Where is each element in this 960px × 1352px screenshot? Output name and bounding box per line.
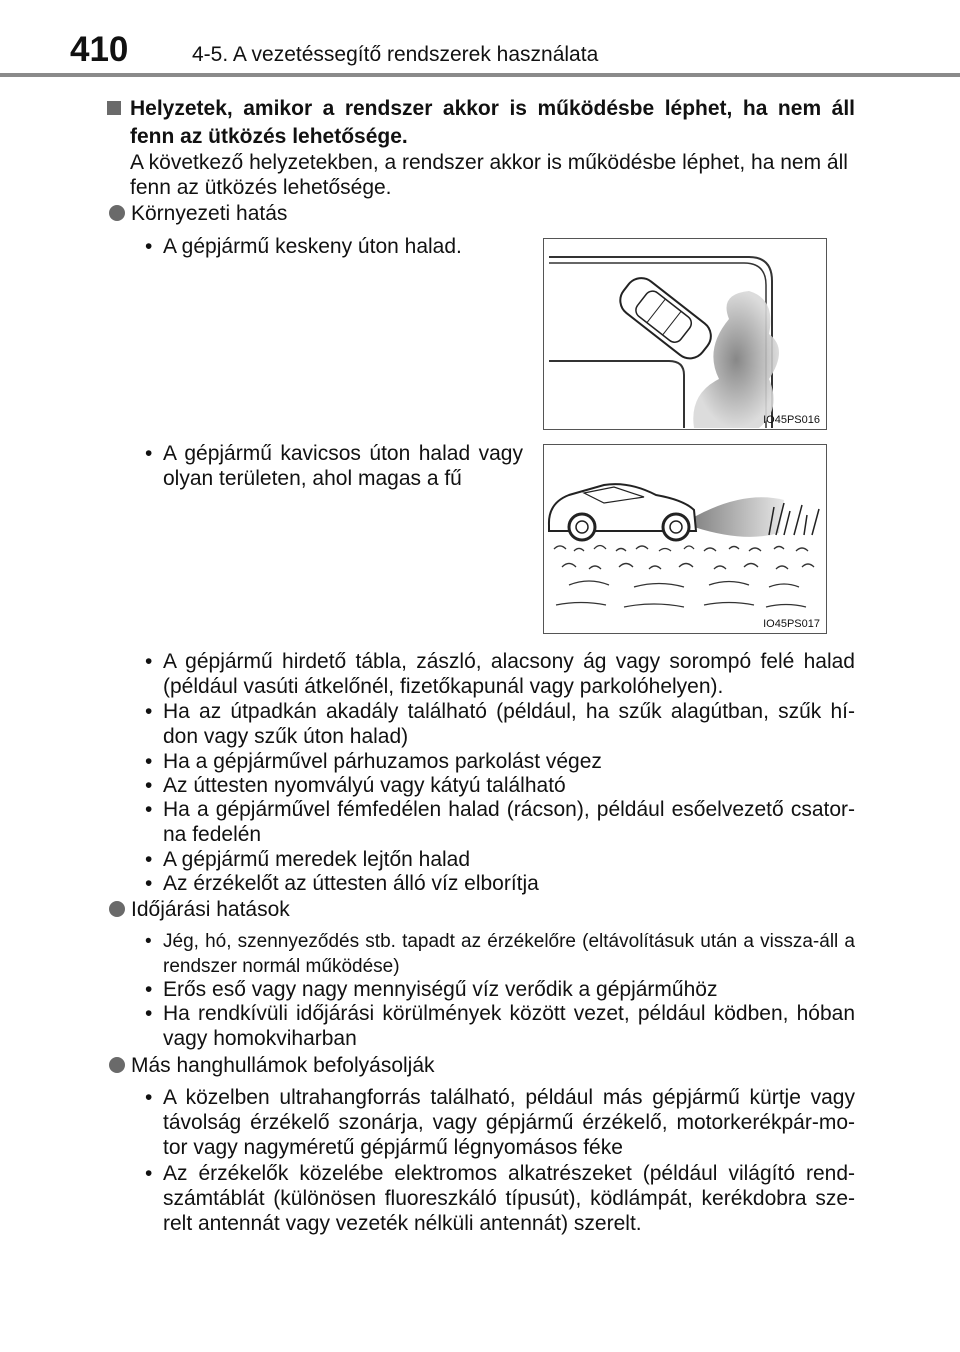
circle-bullet-icon [109, 901, 125, 917]
figure-narrow-road [543, 238, 827, 430]
page-header [0, 0, 960, 80]
list-item: • Ha a gépjárművel fémfedélen halad (rácson), például esőelvezető csator-na fedelén [145, 798, 855, 846]
circle-bullet-icon [109, 205, 125, 221]
group-heading-environment: Környezeti hatás [109, 201, 287, 226]
list-item: • Erős eső vagy nagy mennyiségű víz verődik a gépjárműhöz [145, 978, 718, 1001]
list-item: • Ha rendkívüli időjárási körülmények között vezet, például ködben, hóban vagy homokviharban [145, 1002, 855, 1050]
section-heading: Helyzetek, amikor a rendszer akkor is működésbe léphet, ha nem áll fenn az ütközés lehetősége. [107, 95, 855, 151]
figure-id: IO45PS016 [763, 414, 820, 426]
gravel-road-illustration [544, 445, 825, 632]
square-bullet-icon [107, 101, 121, 115]
chapter-title: 4-5. A vezetéssegítő rendszerek használata [192, 43, 599, 66]
figure-id: IO45PS017 [763, 618, 820, 630]
narrow-road-illustration [544, 239, 825, 428]
list-item: • Ha az útpadkán akadály található (például, ha szűk alagútban, szűk hí-don vagy szűk úton halad) [145, 700, 855, 748]
list-item: • A gépjármű kavicsos úton halad vagy olyan területen, ahol magas a fű [145, 442, 523, 490]
list-item: • Az érzékelők közelébe elektromos alkatrészeket (például világító rend-számtáblát (különösen fluoreszkáló típusút), ködlámpát, kerékdobra sze-relt antennát vagy vezeték nélküli antennát) szerelt. [145, 1162, 855, 1235]
list-item: • Az érzékelőt az úttesten álló víz elborítja [145, 872, 539, 895]
list-item: • Jég, hó, szennyeződés stb. tapadt az érzékelőre (eltávolításuk után a vissza-áll a rendszer normál működése) [145, 931, 855, 977]
group-heading-weather: Időjárási hatások [109, 897, 290, 922]
list-item: • Ha a gépjárművel párhuzamos parkolást végez [145, 750, 602, 773]
circle-bullet-icon [109, 1057, 125, 1073]
group-heading-sound: Más hanghullámok befolyásolják [109, 1053, 435, 1078]
list-item: • A gépjármű keskeny úton halad. [145, 235, 462, 258]
figure-gravel-road [543, 444, 827, 634]
list-item: • A közelben ultrahangforrás található, például más gépjármű kürtje vagy távolság érzékelő szonárja, vagy gépjármű érzékelő, motorkerékpár-mo-tor vagy nagyméretű gépjármű légnyomásos féke [145, 1086, 855, 1159]
list-item: • Az úttesten nyomvályú vagy kátyú található [145, 774, 566, 797]
list-item: • A gépjármű hirdető tábla, zászló, alacsony ág vagy sorompó felé halad (például vasúti átkelőnél, fizetőkapunál vagy parkolóhelyen). [145, 650, 855, 698]
header-divider [0, 73, 960, 77]
page-number: 410 [70, 30, 129, 69]
intro-paragraph: A következő helyzetekben, a rendszer akkor is működésbe léphet, ha nem áll fenn az ütközés lehetősége. [130, 151, 848, 199]
list-item: • A gépjármű meredek lejtőn halad [145, 848, 471, 871]
